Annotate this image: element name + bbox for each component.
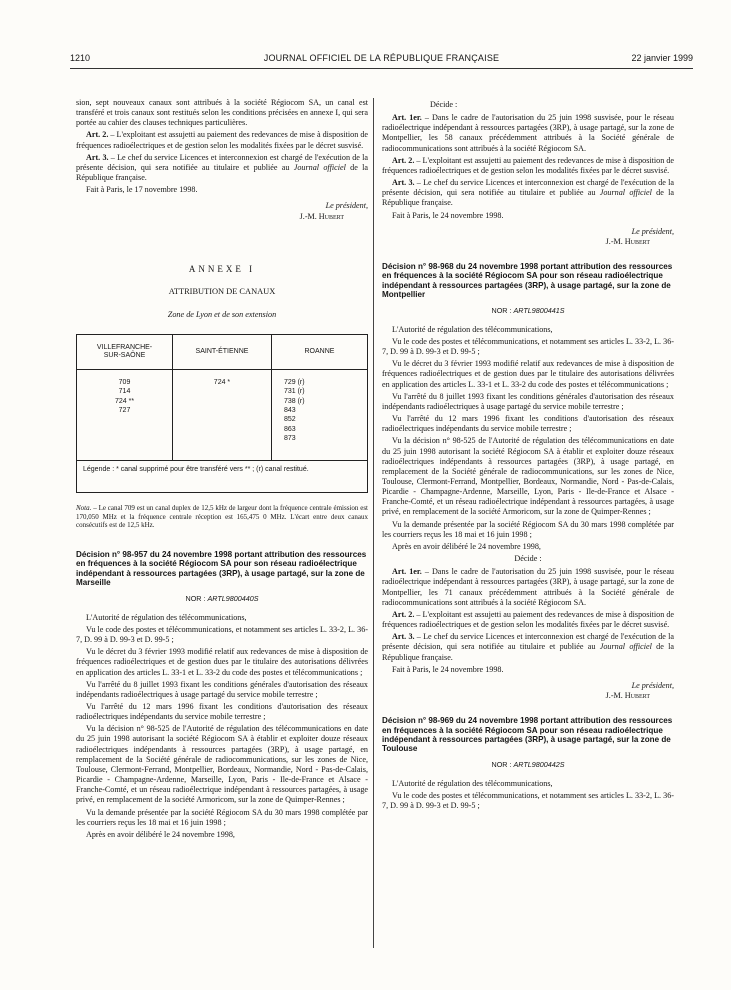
article-1 [382,113,674,154]
nor-label: NOR : [491,305,514,315]
decision-paragraph: Vu la décision n° 98-525 de l'Autorité de régulation des télécommunications en date du 25 juin 1998 autorisant la société Régiocom SA à établir et exploiter douze réseaux radioélectriques indépendants à ressources partagées (3RP), à usage partagé, en remplacement de la Société générale de radiocommunications, sur les zones de Nice, Toulouse, Clermont-Ferrand, Montpellier, Bordeaux, Normandie, Nord - Pas-de-Calais, Picardie - Champagne-Ardenne, Marseille, Lyon, Paris - Ile-de-France et Alsace - Franche-Comté, et un réseau radioélectrique indépendant à ressources partagées, à usage privé, en remplacement de la société Armoricom, sur la zone de Quimper-Rennes ; [382,436,674,517]
decision-paragraph: Vu l'arrêté du 12 mars 1996 fixant les conditions d'autorisation des réseaux radioélectriques indépendants du service mobile terrestre ; [382,414,674,434]
decide-heading: Décide : [430,100,458,109]
decision-paragraph: Vu le code des postes et télécommunications, et notamment ses articles L. 33-2, L. 36-7, D. 99 à D. 99-3 et D. 99-5 ; [382,791,674,811]
article-text: – Dans le cadre de l'autorisation du 25 juin 1998 susvisée, pour le réseau radioélectrique indépendant à ressources partagées (3RP), à usage partagé, sur la zone de Montpellier, les 71 canaux précédemment attribués à la Société générale de radiocommunications sont attribués à la société Régiocom SA. [382,567,674,607]
nor-label: NOR : [185,593,208,603]
journal-name: Journal officiel [293,162,346,172]
article-label: Art. 3. [392,178,415,188]
decision-968-title: Décision n° 98-968 du 24 novembre 1998 portant attribution des ressources en fréquences à la société Régiocom SA pour son réseau radioélectrique indépendant à ressources partagées (3RP), à usage partagé, sur la zone de Montpellier [382,262,673,300]
decision-paragraph: Vu le code des postes et télécommunications, et notamment ses articles L. 33-2, L. 36-7, D. 99 à D. 99-3 et D. 99-5 ; [382,336,674,357]
article-label: Art. 3. [86,152,109,162]
article-text: – L'exploitant est assujetti au paiement des redevances de mise à disposition de fréquences radioélectriques et de gestion selon les modalités fixées par le décret susvisé. [382,155,674,175]
table-legend-row [77,461,368,493]
column-divider [373,98,374,948]
table-header-saint-etienne: SAINT-ÉTIENNE [173,335,272,370]
page-header [70,53,693,67]
nor-label: NOR : [491,759,514,769]
nor-code: ARTL9800441S [513,305,565,315]
article-3 [382,178,674,208]
article-text: – L'exploitant est assujetti au paiement des redevances de mise à disposition de fréquences radioélectriques et de gestion selon les modalités fixées par le décret susvisé. [382,609,674,630]
annex-title: ANNEXE I [188,263,256,274]
table-header-villefranche: VILLEFRANCHE- SUR-SAÔNE [77,335,173,370]
table-header-row [77,335,368,370]
signature-name: J.-M. Hubert [605,236,650,246]
issue-date: 22 janvier 1999 [631,53,693,63]
table-row [77,370,368,461]
decision-paragraph: Vu l'arrêté du 8 juillet 1993 fixant les conditions générales d'autorisation des réseaux indépendants radioélectriques à usage partagé du service mobile terrestre ; [76,679,368,699]
article-text: de la République française. [76,162,369,183]
table-legend: Légende : * canal supprimé pour être transféré vers ** ; (r) canal restitué. [77,461,368,493]
nor-code: ARTL9800442S [513,759,565,769]
article-2 [76,130,368,150]
article-label: Art. 1er. [392,567,422,577]
decision-paragraph: Vu la décision n° 98-525 de l'Autorité de régulation des télécommunications en date du 25 juin 1998 autorisant la société Régiocom SA à établir et exploiter douze réseaux radioélectriques indépendants à ressources partagées (3RP), à usage partagé, en remplacement de la Société générale de radiocommunications, sur les zones de Nice, Toulouse, Clermont-Ferrand, Montpellier, Bordeaux, Normandie, Nord - Pas-de-Calais, Picardie - Champagne-Ardenne, Marseille, Lyon, Paris - Ile-de-France et Alsace - Franche-Comté, et un réseau radioélectrique indépendant à ressources partagées, à usage privé, en remplacement de la société Armoricom, sur la zone de Quimper-Rennes ; [76,724,368,805]
annex-zone: Zone de Lyon et de son extension [167,310,277,320]
article-label: Art. 2. [86,130,109,140]
article-text: – Le chef du service Licences et interconnexion est chargé de l'exécution de la présente décision, qui sera notifiée au titulaire et publiée au [382,632,675,652]
decision-957-title: Décision n° 98-957 du 24 novembre 1998 portant attribution des ressources en fréquences à la société Régiocom SA pour son réseau radioélectrique indépendant à ressources partagées (3RP), à usage partagé, sur la zone de Marseille [76,549,367,588]
page-number: 1210 [70,53,91,63]
decision-969-title: Décision n° 98-969 du 24 novembre 1998 portant attribution des ressources en fréquences à la société Régiocom SA pour son réseau radioélectrique indépendant à ressources partagées (3RP), à usage partagé, sur la zone de Toulouse [382,716,673,754]
fait-line: Fait à Paris, le 17 novembre 1998. [86,185,198,195]
channel-table [76,334,368,493]
article-2 [382,156,674,176]
header-rule [70,68,693,69]
article-3 [76,153,368,183]
table-cell-roanne: 729 (r) 731 (r) 738 (r) 843 852 863 873 [271,370,367,461]
decision-paragraph: L'Autorité de régulation des télécommunications, [86,612,247,622]
right-column [382,98,674,813]
journal-name: Journal officiel [599,642,652,652]
article-label: Art. 3. [392,632,415,642]
table-header-roanne: ROANNE [271,335,367,370]
signature-name: J.-M. Hubert [605,690,650,700]
note-label: Nota. [76,504,92,513]
decision-paragraph: Vu le décret du 3 février 1993 modifié relatif aux redevances de mise à disposition de fréquences radioélectriques et de gestion dues par le titulaire des autorisations délivrées en application des articles L. 33-1 et L. 33-2 du code des postes et télécommunications ; [382,359,674,389]
decision-paragraph: Vu la demande présentée par la société Régiocom SA du 30 mars 1998 complétée par les courriers reçus les 18 mai et 16 juin 1998 ; [382,519,674,539]
article-3 [382,632,674,662]
article-text: – L'exploitant est assujetti au paiement des redevances de mise à disposition de fréquences radioélectriques et de gestion selon les modalités fixées par le décret susvisé. [76,130,368,150]
article-label: Art. 2. [392,609,415,619]
journal-title: JOURNAL OFFICIEL DE LA RÉPUBLIQUE FRANÇAISE [263,53,500,63]
decision-paragraph: Vu l'arrêté du 8 juillet 1993 fixant les conditions générales d'autorisation des réseaux indépendants radioélectriques à usage partagé du service mobile terrestre ; [382,391,674,411]
article-label: Art. 1er. [392,113,422,123]
article-text: – Le chef du service Licences et interconnexion est chargé de l'exécution de la présente décision, qui sera notifiée au titulaire et publiée au [76,152,369,172]
nor-reference [382,306,674,316]
annex-subtitle: ATTRIBUTION DE CANAUX [168,286,276,296]
decision-paragraph: Après en avoir délibéré le 24 novembre 1998, [86,829,235,839]
signature-role: Le président, [325,201,368,211]
decision-paragraph: Après en avoir délibéré le 24 novembre 1998, [392,541,541,551]
table-cell-saint-etienne: 724 * [173,370,272,461]
annex-note [76,504,368,530]
decision-paragraph: Vu l'arrêté du 12 mars 1996 fixant les conditions d'autorisation des réseaux radioélectriques indépendants du service mobile terrestre ; [76,702,368,722]
article-2 [382,610,674,630]
nor-reference [382,760,674,770]
left-column [76,98,368,842]
decision-paragraph: L'Autorité de régulation des télécommunications, [392,324,553,334]
article-text: de la République française. [382,642,675,662]
article-text: – Dans le cadre de l'autorisation du 25 juin 1998 susvisée, pour le réseau radioélectrique indépendant à ressources partagées (3RP), à usage partagé, sur la zone de Montpellier, les 58 canaux précédemment attribués à la Société générale de radiocommunications sont attribués à la société Régiocom SA. [382,113,674,153]
nor-code: ARTL9800440S [207,593,259,603]
decide-heading: Décide : [514,554,542,564]
note-text: – Le canal 709 est un canal duplex de 12,5 kHz de largeur dont la fréquence centrale émission est 170,050 MHz et la fréquence centrale réception est 165,475 0 MHz. L'écart entre deux canaux consécutifs est de 12,5 kHz. [76,504,368,530]
nor-reference [76,594,368,604]
article-1 [382,567,674,608]
signature-role: Le président, [631,680,674,690]
decision-paragraph: Vu la demande présentée par la société Régiocom SA du 30 mars 1998 complétée par les courriers reçus les 18 mai et 16 juin 1998 ; [76,807,368,827]
signature-name: J.-M. Hubert [299,211,344,221]
article-text: de la République française. [382,188,675,208]
decision-paragraph: Vu le décret du 3 février 1993 modifié relatif aux redevances de mise à disposition de fréquences radioélectriques et de gestion dues par le titulaire des autorisations délivrées en application des articles L. 33-1 et L. 33-2 du code des postes et télécommunications ; [76,647,368,677]
journal-name: Journal officiel [599,188,652,198]
table-cell-villefranche: 709 714 724 ** 727 [77,370,173,461]
decision-paragraph: Vu le code des postes et télécommunications, et notamment ses articles L. 33-2, L. 36-7, D. 99 à D. 99-3 et D. 99-5 ; [76,624,368,645]
fait-line: Fait à Paris, le 24 novembre 1998. [392,210,504,220]
intro-paragraph: sion, sept nouveaux canaux sont attribués à la société Régiocom SA, un canal est transféré et trois canaux sont restitués selon les conditions précisées en annexe I, qui sera portée au cahier des clauses techniques particulières. [76,98,368,128]
decision-paragraph: L'Autorité de régulation des télécommunications, [392,778,553,788]
article-text: – Le chef du service Licences et interconnexion est chargé de l'exécution de la présente décision, qui sera notifiée au titulaire et publiée au [382,178,675,198]
signature-role: Le président, [631,226,674,236]
fait-line: Fait à Paris, le 24 novembre 1998. [392,664,504,674]
article-label: Art. 2. [392,155,415,165]
